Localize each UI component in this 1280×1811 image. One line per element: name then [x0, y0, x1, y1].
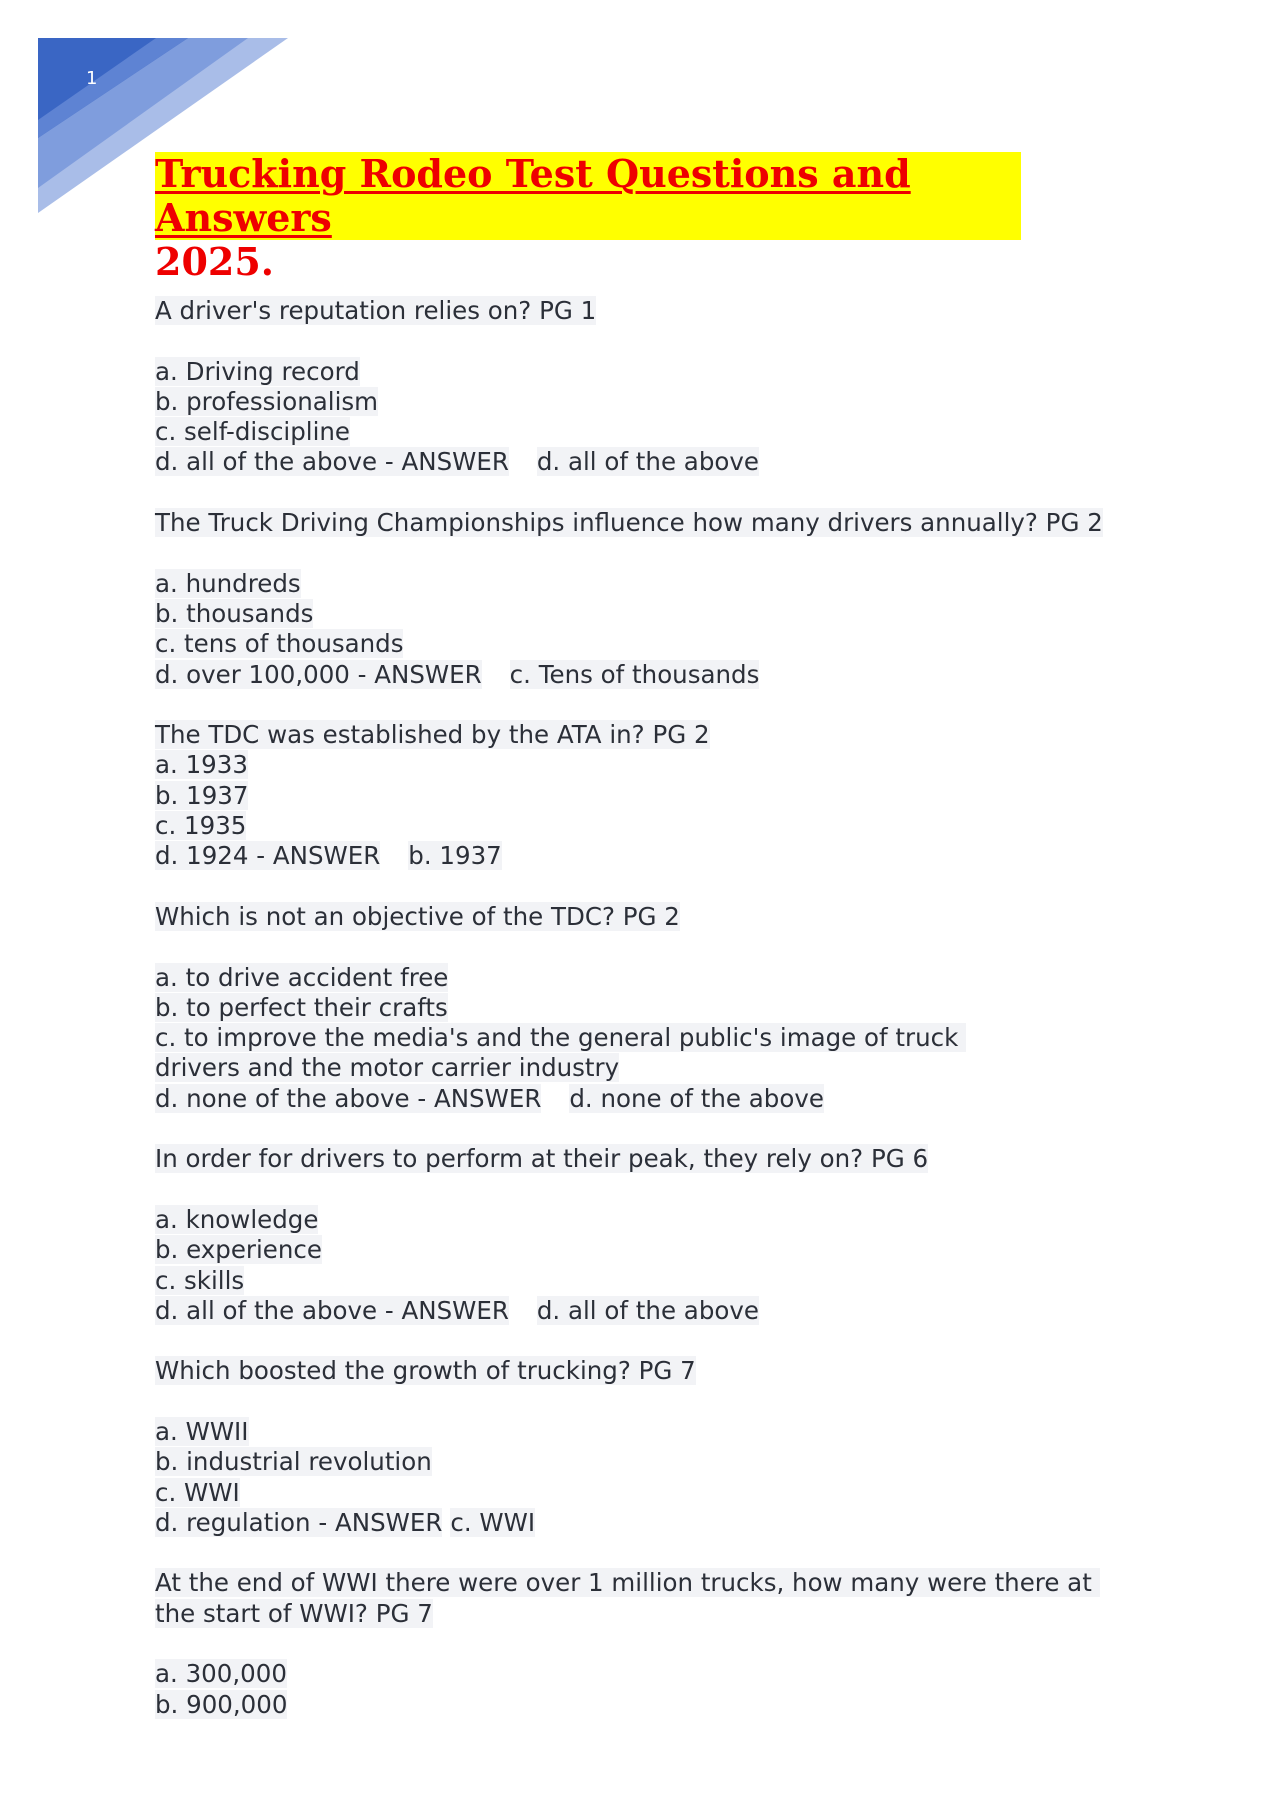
question-text: In order for drivers to perform at their peak, they rely on? PG 6	[155, 1144, 929, 1174]
option-b: b. thousands	[155, 598, 314, 628]
option-a: a. knowledge	[155, 1204, 319, 1234]
option-c: c. to improve the media's and the general public's image of truck drivers and the motor carrier industry	[155, 1023, 967, 1083]
question-block	[155, 1356, 1155, 1568]
option-b: b. 900,000	[155, 1689, 288, 1719]
question-block	[155, 508, 1155, 720]
question-text: At the end of WWI there were over 1 million trucks, how many were there at the start of WWI? PG 7	[155, 1568, 1100, 1628]
option-c: c. WWI	[155, 1477, 240, 1507]
option-c: c. skills	[155, 1265, 245, 1295]
option-b: b. professionalism	[155, 386, 379, 416]
option-c: c. self-discipline	[155, 417, 350, 447]
option-d: d. all of the above - ANSWER	[155, 447, 509, 477]
option-b: b. 1937	[155, 780, 249, 810]
option-b: b. to perfect their crafts	[155, 992, 448, 1022]
option-a: a. WWII	[155, 1416, 249, 1446]
option-a: a. 1933	[155, 750, 248, 780]
question-block	[155, 902, 1155, 1144]
title-line-2: 2025.	[155, 239, 274, 284]
question-block	[155, 720, 1155, 902]
answer-text: d. all of the above	[536, 447, 759, 477]
question-text: The TDC was established by the ATA in? PG 2	[155, 720, 710, 750]
question-list	[155, 296, 1155, 1720]
question-block	[155, 1568, 1155, 1719]
option-d: d. 1924 - ANSWER	[155, 841, 381, 871]
option-d: d. none of the above - ANSWER	[155, 1083, 542, 1113]
question-block	[155, 1144, 1155, 1356]
option-c: c. tens of thousands	[155, 629, 404, 659]
option-c: c. 1935	[155, 811, 247, 841]
document-body	[155, 152, 1155, 1720]
option-a: a. 300,000	[155, 1659, 287, 1689]
option-d: d. all of the above - ANSWER	[155, 1295, 509, 1325]
answer-text: b. 1937	[408, 841, 502, 871]
option-b: b. experience	[155, 1235, 322, 1265]
answer-text: d. none of the above	[569, 1083, 824, 1113]
option-a: a. Driving record	[155, 356, 360, 386]
answer-text: d. all of the above	[536, 1295, 759, 1325]
question-text: Which boosted the growth of trucking? PG 7	[155, 1356, 696, 1386]
question-text: The Truck Driving Championships influence how many drivers annually? PG 2	[155, 508, 1103, 538]
option-a: a. hundreds	[155, 568, 301, 598]
question-block	[155, 296, 1155, 508]
option-d: d. over 100,000 - ANSWER	[155, 659, 482, 689]
title-line-1: Trucking Rodeo Test Questions and Answers	[155, 152, 1021, 240]
question-text: A driver's reputation relies on? PG 1	[155, 296, 597, 325]
answer-text: c. WWI	[450, 1507, 536, 1537]
option-d: d. regulation - ANSWER	[155, 1507, 443, 1537]
page-number: 1	[86, 68, 98, 89]
answer-text: c. Tens of thousands	[509, 659, 760, 689]
option-a: a. to drive accident free	[155, 962, 449, 992]
document-title	[155, 152, 1155, 284]
question-text: Which is not an objective of the TDC? PG 2	[155, 901, 680, 931]
option-b: b. industrial revolution	[155, 1447, 432, 1477]
